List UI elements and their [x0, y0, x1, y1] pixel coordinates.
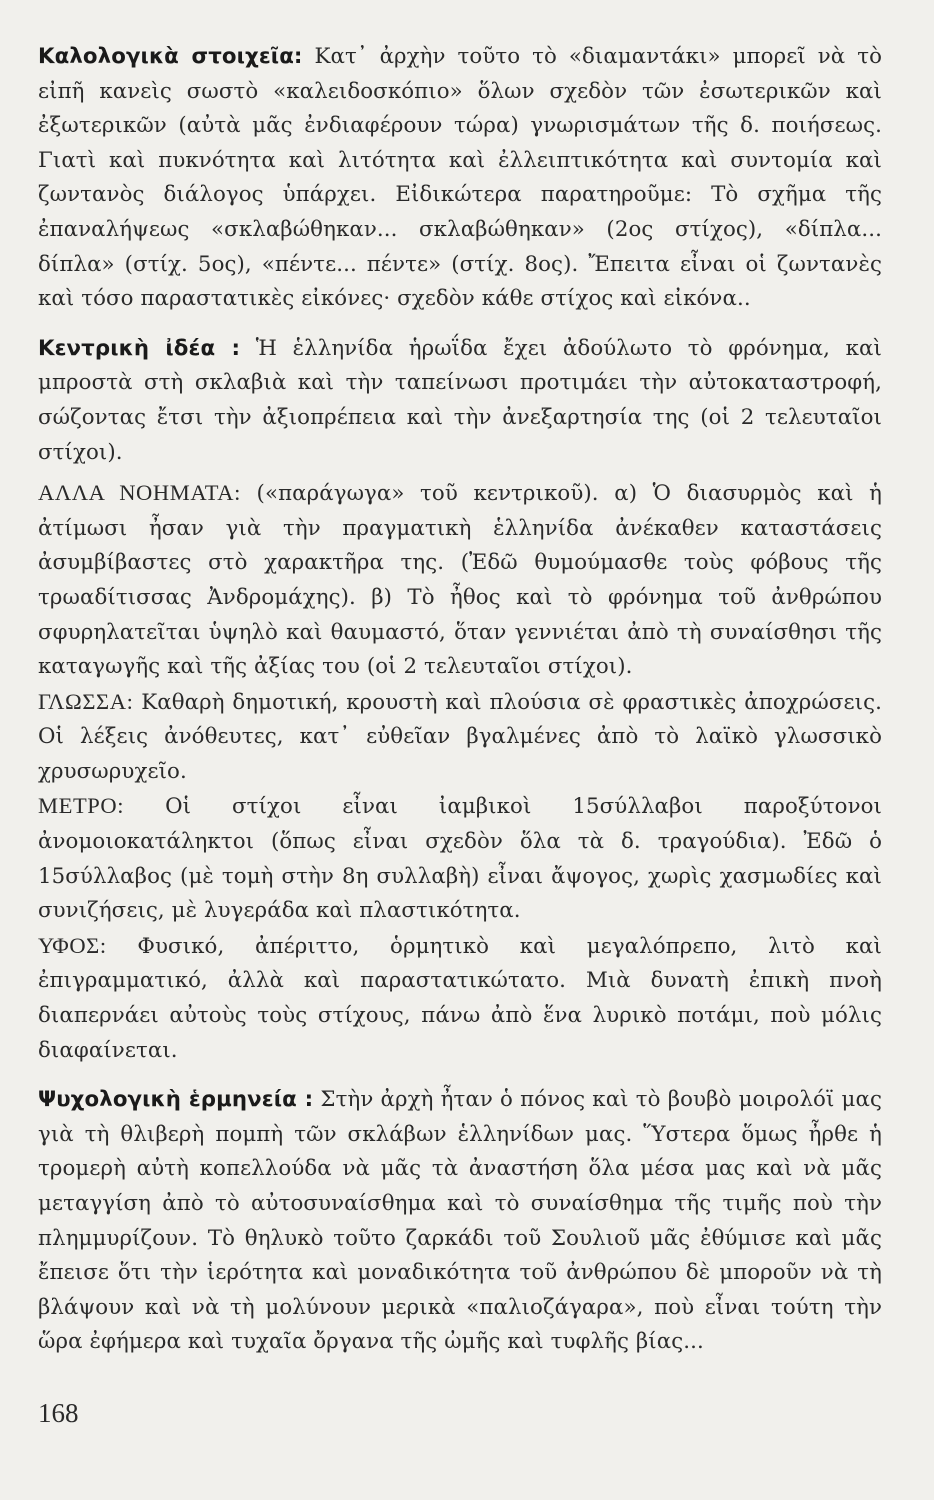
heading-central-idea: Κεντρικὴ ἰδέα : [38, 335, 241, 361]
paragraph-style [38, 929, 882, 1068]
heading-literary-elements: Καλολογικὰ στοιχεῖα: [38, 44, 303, 69]
paragraph-central-idea [38, 332, 882, 470]
heading-meter: ΜΕΤΡΟ: [38, 793, 125, 819]
paragraph-language [38, 685, 882, 790]
paragraph-psychological-interpretation [38, 1083, 882, 1360]
text-language: Καθαρὴ δημοτική, κρουστὴ καὶ πλούσια σὲ φραστικὲς ἀποχρώσεις. Οἱ λέξεις ἀνόθευτες, κατ᾿ εὐθεῖαν βγαλμένες ἀπὸ τὸ λαϊκὸ γλωσσικὸ χρυσωρυχεῖο. [38, 689, 882, 784]
heading-style: ΥΦΟΣ: [38, 932, 107, 958]
text-central-idea: Ἡ ἑλληνίδα ἡρωΐδα ἔχει ἀδούλωτο τὸ φρόνημα, καὶ μπροστὰ στὴ σκλαβιὰ καὶ τὴν ταπείνωσι προτιμάει τὴν αὐτοκαταστροφή, σώζοντας ἔτσι τὴν ἀξιοπρέπεια καὶ τὴν ἀνεξαρτησία της (οἱ 2 τελευταῖοι στίχοι). [38, 335, 882, 465]
text-literary-elements: Κατ᾿ ἀρχὴν τοῦτο τὸ «διαμαντάκι» μπορεῖ νὰ τὸ εἰπῆ κανεὶς σωστὸ «καλειδοσκόπιο» ὅλων σχεδὸν τῶν ἐσωτερικῶν καὶ ἐξωτερικῶν (αὐτὰ μᾶς ἐνδιαφέρουν τώρα) γνωρισμάτων τῆς δ. ποιήσεως. Γιατὶ καὶ πυκνότητα καὶ λιτότητα καὶ ἐλλειπτικότητα καὶ συντομία καὶ ζωντανὸς διάλογος ὑπάρχει. Εἰδικώτερα παρατηροῦμε: Τὸ σχῆμα τῆς ἐπαναλήψεως «σκλαβώθηκαν... σκλαβώθηκαν» (2ος στίχος), «δίπλα... δίπλα» (στίχ. 5ος), «πέντε... πέντε» (στίχ. 8ος). Ἔπειτα εἶναι οἱ ζωντανὲς καὶ τόσο παραστατικὲς εἰκόνες· σχεδὸν κάθε στίχος καὶ εἰκόνα.. [38, 44, 882, 312]
text-psychological-interpretation: Στὴν ἀρχὴ ἦταν ὁ πόνος καὶ τὸ βουβὸ μοιρολόϊ μας γιὰ τὴ θλιβερὴ πομπὴ τῶν σκλάβων ἑλληνίδων μας. Ὕστερα ὅμως ἦρθε ἡ τρομερὴ αὐτὴ κοπελλούδα νὰ μᾶς τὰ ἀναστήση ὅλα μέσα μας καὶ νὰ μᾶς μεταγγίση ἀπὸ τὸ αὐτοσυναίσθημα καὶ τὸ συναίσθημα τῆς τιμῆς ποὺ τὴν πλημμυρίζουν. Τὸ θηλυκὸ τοῦτο ζαρκάδι τοῦ Σουλιοῦ μᾶς ἐθύμισε καὶ μᾶς ἔπεισε ὅτι τὴν ἱερότητα καὶ μοναδικότητα τοῦ ἀνθρώπου δὲ μποροῦν νὰ τὴ βλάψουν καὶ νὰ τὴ μολύνουν μερικὰ «παλιοζάγαρα», ποὺ εἶναι τούτη τὴν ὥρα ἐφήμερα καὶ τυχαῖα ὄργανα τῆς ὠμῆς καὶ τυφλῆς βίας... [38, 1087, 883, 1355]
paragraph-meter [38, 789, 882, 928]
paragraph-other-meanings [38, 476, 882, 685]
heading-language: ΓΛΩΣΣΑ: [38, 688, 134, 714]
page-number: 168 [38, 1398, 79, 1428]
text-other-meanings: («παράγωγα» τοῦ κεντρικοῦ). α) Ὁ διασυρμὸς καὶ ἡ ἀτίμωσι ἦσαν γιὰ τὴν πραγματικὴ ἑλληνίδα ἀνέκαθεν καταστάσεις ἀσυμβίβαστες στὸ χαρακτῆρα της. (Ἐδῶ θυμούμασθε τοὺς φόβους τῆς τρωαδίτισσας Ἀνδρομάχης). β) Τὸ ἦθος καὶ τὸ φρόνημα τοῦ ἀνθρώπου σφυρηλατεῖται ὑψηλὸ καὶ θαυμαστό, ὅταν γεννιέται ἀπὸ τὴ συναίσθησι τῆς καταγωγῆς καὶ τῆς ἀξίας του (οἱ 2 τελευταῖοι στίχοι). [38, 481, 882, 680]
heading-other-meanings: ΑΛΛΑ ΝΟΗΜΑΤΑ: [38, 480, 241, 506]
text-style: Φυσικό, ἀπέριττο, ὁρμητικὸ καὶ μεγαλόπρεπο, λιτὸ καὶ ἐπιγραμματικό, ἀλλὰ καὶ παραστατικώτατο. Μιὰ δυνατὴ ἐπικὴ πνοὴ διαπερνάει αὐτοὺς τοὺς στίχους, πάνω ἀπὸ ἕνα λυρικὸ ποτάμι, ποὺ μόλις διαφαίνεται. [38, 933, 882, 1063]
text-meter: Οἱ στίχοι εἶναι ἰαμβικοὶ 15σύλλαβοι παροξύτονοι ἀνομοιοκατάληκτοι (ὅπως εἶναι σχεδὸν ὅλα τὰ δ. τραγούδια). Ἐδῶ ὁ 15σύλλαβος (μὲ τομὴ στὴν 8η συλλαβὴ) εἶναι ἄψογος, χωρὶς χασμωδίες καὶ συνιζήσεις, μὲ λυγεράδα καὶ πλαστικότητα. [38, 794, 882, 924]
paragraph-literary-elements [38, 40, 882, 317]
heading-psychological-interpretation: Ψυχολογικὴ ἑρμηνεία : [38, 1087, 314, 1113]
